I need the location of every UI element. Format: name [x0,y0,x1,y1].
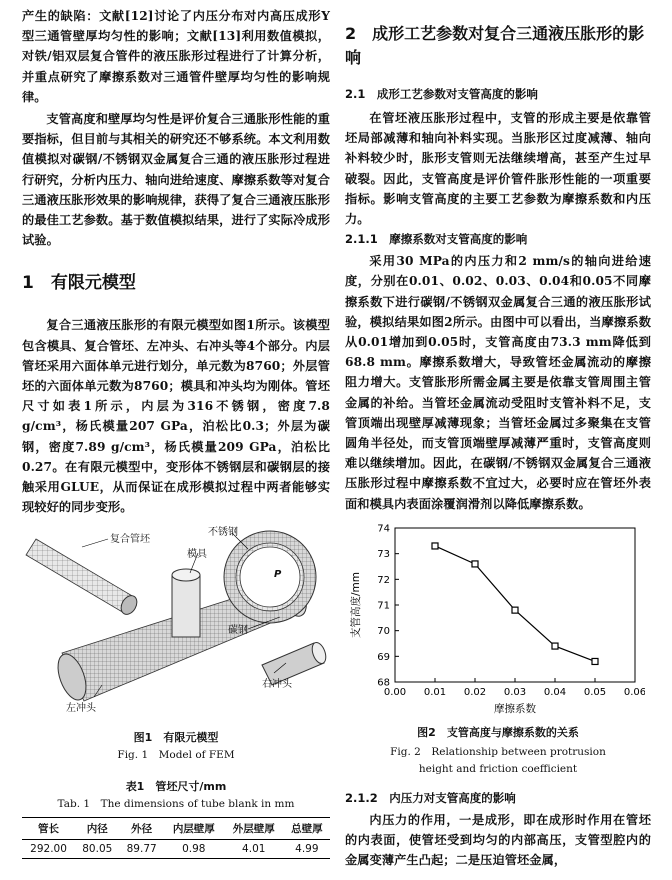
y-tick-label: 69 [377,651,390,663]
data-point [592,658,598,664]
data-point [472,561,478,567]
data-point [552,643,558,649]
x-tick-label: 0.05 [583,686,607,698]
y-tick-label: 73 [377,549,390,561]
subsection-2-1-1-heading: 2.1.1 摩擦系数对支管高度的影响 [345,232,528,247]
table-cell: 0.98 [164,840,224,859]
x-axis-label: 摩擦系数 [494,702,536,715]
intro-paragraph: 产生的缺陷：文献[12]讨论了内压分布对内高压成形Y型三通管壁厚均匀性的影响；文献[13]利用数值模拟，对铁/铝双层复合管件的液压胀形过程进行了计算分析，并重点研究了摩擦系数对三通管件壁厚均匀性的影响规律。 [22,9,330,104]
table-header-cell: 内径 [75,818,119,840]
y-tick-label: 71 [377,600,390,612]
table-1-caption-zh: 表1 管坯尺寸/mm [125,780,227,794]
figure-2-caption-en-1: Fig. 2 Relationship between protrusion [390,745,606,758]
table-header-cell: 外径 [119,818,163,840]
y-axis-label: 支管高度/mm [350,571,362,638]
series-line [435,546,595,662]
section-2-heading: 2 成形工艺参数对复合三通液压胀形的影响 [345,24,645,67]
paragraph-2-1-1: 采用30 MPa的内压力和2 mm/s的轴向进给速度，分别在0.01、0.02、0.03、0.04和0.05不同摩擦系数下进行碳钢/不锈钢双金属复合三通的液压胀形试验，模拟结果如图2所示。由图中可以看出，当摩擦系数从0.01增加到0.05时，支管高度由73.3 mm降低到68.8 mm。摩擦系数增大，导致管坯金属流动的摩擦阻力增大。支管胀形所需金属主要是依靠支管周围主管金属的补给。当管坯金属流动受阻时支管补料不足，支管顶端出现壁厚减薄现象；当管坯金属过多聚集在支管圆角半径处，而支管顶端壁厚减薄严重时，支管高度则难以继续增加。因此，在碳钢/不锈钢双金属复合三通液压胀形过程中摩擦系数不宜过大，必要时应在管坯外表面和模具内表面涂覆润滑剂以降低摩擦系数。 [345,254,651,511]
y-tick-label: 68 [377,677,390,689]
left-column [22,0,330,859]
figure-2-caption-en-2: height and friction coefficient [418,762,578,775]
right-column [345,0,651,870]
label-composite-tube: 复合管坯 [110,534,150,546]
label-stainless-steel: 不锈钢 [208,527,238,539]
subsection-2-1-heading: 2.1 成形工艺参数对支管高度的影响 [345,87,538,101]
table-cell: 4.01 [224,840,284,859]
section-1-heading: 1 有限元模型 [22,273,136,294]
data-point [432,543,438,549]
fem-model-drawing [22,525,330,721]
paragraph-2-1-2: 内压力的作用，一是成形，即在成形时作用在管坯的内表面，使管坯受到均匀的内部高压，支管型腔内的金属变薄产生凸起；二是压迫管坯金属， [345,812,651,868]
table-1-caption-en: Tab. 1 The dimensions of tube blank in mm [57,798,295,811]
table-cell: 80.05 [75,840,119,859]
label-die: 模具 [187,549,207,561]
figure-1-fem-model [22,525,330,721]
figure-2-caption-zh: 图2 支管高度与摩擦系数的关系 [417,725,579,739]
data-point [512,607,518,613]
chart-axes [349,523,645,715]
y-tick-label: 70 [377,626,390,638]
table-row [22,840,330,859]
plot-frame [395,528,635,682]
paragraph-3: 复合三通液压胀形的有限元模型如图1所示。该模型包含模具、复合管坯、左冲头、右冲头等4个部分。内层管坯采用六面体单元进行划分，单元数为8760；外层管坯的六面体单元数为8760；模具和冲头均为刚体。管坯尺寸如表1所示，内层为316不锈钢，密度7.8 g/cm³，杨氏模量207 GPa，泊松比0.3；外层为碳钢，密度7.89 g/cm³，杨氏模量209 GPa，泊松比0.27。在有限元模型中，变形体不锈钢层和碳钢层的接触采用GLUE，从而保证在成形模拟过程中两者能够实现较好的同步变形。 [22,318,330,515]
table-header-row [22,818,330,840]
tube-dimensions-table [22,817,330,859]
label-carbon-steel: 碳钢 [228,625,248,637]
subsection-2-1-2-heading: 2.1.2 内压力对支管高度的影响 [345,790,516,805]
paragraph-2-1: 在管坯液压胀形过程中，支管的形成主要是依靠管坯局部减薄和轴向补料实现。当胀形区过度减薄、轴向补料较少时，胀形支管则无法继续增高，甚至产生过早破裂。因此，支管高度是评价管件胀形性能的一项重要指标。影响支管高度的主要工艺参数为摩擦系数和内压力。 [345,111,651,227]
table-header-cell: 管长 [22,818,75,840]
x-tick-label: 0.01 [423,686,447,698]
table-cell: 89.77 [119,840,163,859]
table-header-cell: 总壁厚 [284,818,330,840]
figure-2-chart [345,520,645,720]
x-tick-label: 0.03 [503,686,527,698]
y-tick-label: 74 [377,523,390,535]
figure-1-caption-en: Fig. 1 Model of FEM [117,749,235,762]
x-tick-label: 0.06 [623,686,645,698]
friction-height-line-chart [345,520,645,720]
figure-1-caption-zh: 图1 有限元模型 [133,731,219,745]
table-cell: 4.99 [284,840,330,859]
composite-tube-shape [26,539,140,617]
y-tick-label: 72 [377,574,390,586]
x-tick-label: 0.00 [383,686,407,698]
x-tick-label: 0.04 [543,686,567,698]
paragraph-2: 支管高度和壁厚均匀性是评价复合三通胀形性能的重要指标，但目前与其相关的研究还不够系统。本文利用数值模拟对碳钢/不锈钢双金属复合三通的液压胀形过程进行研究，分析内压力、轴向进给速度、摩擦系数等对复合三通液压胀形效果的影响规律，获得了复合三通液压胀形的最佳工艺参数。基于数值模拟结果，进行了实际冷成形试验。 [22,112,330,248]
table-header-cell: 外层壁厚 [224,818,284,840]
table-header-cell: 内层壁厚 [164,818,224,840]
table-cell: 292.00 [22,840,75,859]
label-pressure: P [274,569,282,581]
die-branch-shape [172,569,200,637]
cross-section-shape [224,531,316,623]
label-right-punch: 右冲头 [262,679,292,691]
label-left-punch: 左冲头 [66,703,96,715]
chart-series [432,543,598,665]
x-tick-label: 0.02 [463,686,487,698]
